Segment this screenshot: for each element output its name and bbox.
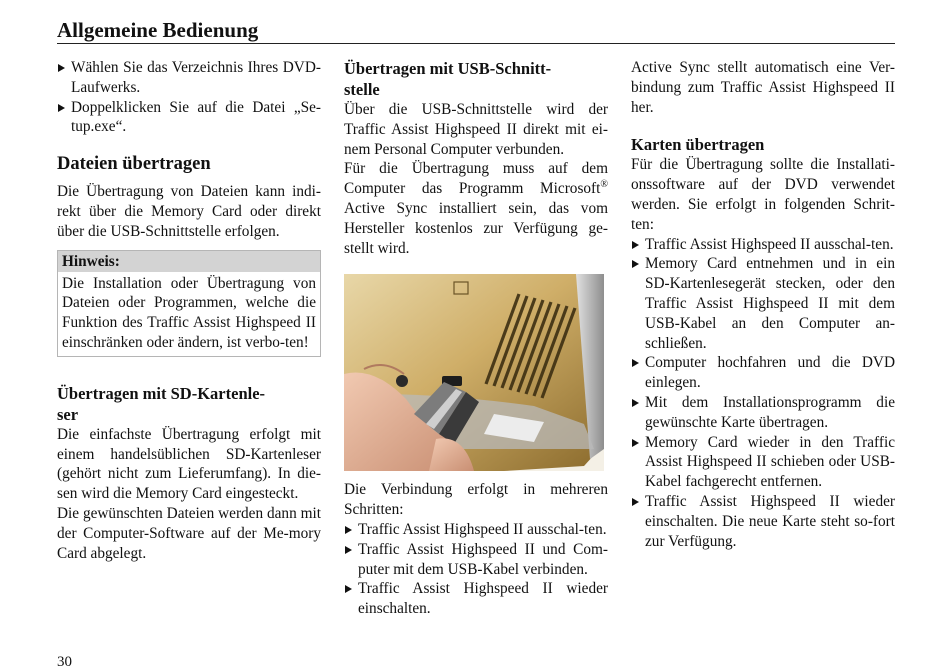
list-item: Mit dem Installationsprogramm die gewünschte Karte übertragen. [631,393,895,433]
usb-device-photo [344,274,604,471]
column-middle [344,58,608,619]
paragraph-verbindung: Die Verbindung erfolgt in mehreren Schritten: [344,481,608,519]
paragraph-usb-2 [344,159,608,258]
list-item: Traffic Assist Highspeed II und Com-puter mit dem USB-Kabel verbinden. [344,540,608,580]
paragraph-activesync: Active Sync stellt automatisch eine Ver-bindung zum Traffic Assist Highspeed II her. [631,59,895,116]
heading-usb [344,58,608,100]
heading-usb-line2: stelle [344,80,380,99]
list-item: Wählen Sie das Verzeichnis Ihres DVD-Laufwerks. [57,58,321,98]
list-item: Doppelklicken Sie auf die Datei „Se-tup.exe“. [57,98,321,138]
list-item: Traffic Assist Highspeed II wieder einschalten. Die neue Karte steht so-fort zur Verfügung. [631,492,895,551]
note-box [57,250,321,357]
heading-karten: Karten übertragen [631,135,765,155]
list-item: Memory Card wieder in den Traffic Assist Highspeed II schieben oder USB-Kabel fachgerecht entfernen. [631,433,895,492]
list-item: Traffic Assist Highspeed II ausschal-ten. [344,520,608,540]
note-text: Die Installation oder Übertragung von Dateien oder Programmen, welche die Funktion des Traffic Assist Highspeed II einschränken oder ändern, ist verbo-ten! [62,274,316,351]
page-number: 30 [57,654,72,670]
registered-mark: ® [600,179,608,191]
column-right [631,58,895,551]
list-item: Traffic Assist Highspeed II wieder einschalten. [344,579,608,619]
paragraph-sd-2: Die gewünschten Dateien werden dann mit der Computer-Software auf der Me-mory Card abgelegt. [57,504,321,562]
heading-sd [57,383,321,425]
heading-sd-line2: ser [57,404,79,424]
usb-steps [344,520,608,619]
paragraph-usb-2a: Für die Übertragung muss auf dem Computer das Programm Microsoft [344,160,608,198]
column-left [57,58,321,563]
map-steps [631,235,895,552]
paragraph-karten: Für die Übertragung sollte die Installati-onssoftware auf der DVD verwendet werden. Sie erfolgt in folgenden Schrit-ten: [631,156,895,233]
title-rule [57,43,895,44]
paragraph-dateien: Die Übertragung von Dateien kann indi-rekt über die Memory Card oder direkt über die USB-Schnittstelle erfolgen. [57,183,321,240]
paragraph-sd-1: Die einfachste Übertragung erfolgt mit einem handelsüblichen SD-Kartenleser (gehört nicht zum Lieferumfang). In die-sen wird die Memory Card eingesteckt. [57,425,321,503]
list-item: Traffic Assist Highspeed II ausschal-ten. [631,235,895,255]
intro-steps [57,58,321,137]
heading-usb-line1: Übertragen mit USB-Schnitt- [344,59,552,78]
page-title: Allgemeine Bedienung [57,18,259,42]
list-item: Memory Card entnehmen und in ein SD-Kartenlesegerät stecken, oder den Traffic Assist Highspeed II mit dem USB-Kabel an den Computer an-schließen. [631,254,895,353]
heading-sd-line1: Übertragen mit SD-Kartenle- [57,383,266,403]
heading-dateien: Dateien übertragen [57,154,211,175]
list-item: Computer hochfahren und die DVD einlegen. [631,353,895,393]
note-title: Hinweis: [58,251,320,272]
paragraph-usb-2b: Active Sync installiert sein, das vom Hersteller kostenlos zur Verfügung ge-stellt wird. [344,199,608,257]
paragraph-usb-1: Über die USB-Schnittstelle wird der Traffic Assist Highspeed II direkt mit ei-nem Personal Computer verbunden. [344,101,608,158]
